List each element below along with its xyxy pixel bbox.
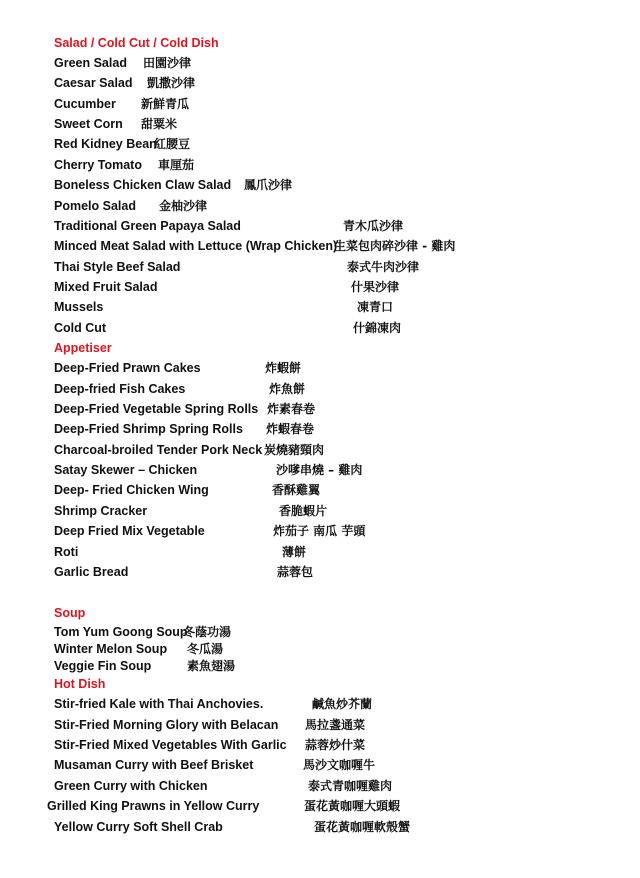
item-name-zh: 炸素春卷	[267, 402, 316, 416]
item-name-en: Roti	[54, 545, 79, 559]
item-name-en: Deep-Fried Prawn Cakes	[54, 361, 201, 375]
menu-item	[0, 297, 640, 317]
item-name-zh: 炸蝦餅	[265, 361, 302, 375]
item-name-en: Grilled King Prawns in Yellow Curry	[47, 799, 260, 813]
item-name-en: Deep-Fried Vegetable Spring Rolls	[54, 402, 259, 416]
item-name-en: Stir-fried Kale with Thai Anchovies.	[54, 697, 264, 711]
item-name-en: Veggie Fin Soup	[54, 659, 152, 673]
item-name-en: Sweet Corn	[54, 117, 123, 131]
menu-item	[0, 735, 640, 755]
menu-item	[0, 196, 640, 216]
item-name-en: Charcoal-broiled Tender Pork Neck	[54, 443, 263, 457]
item-name-en: Tom Yum Goong Soup	[54, 625, 188, 639]
menu-item	[0, 134, 640, 154]
item-name-en: Red Kidney Bean	[54, 137, 157, 151]
item-name-zh: 鹹魚炒芥蘭	[312, 697, 373, 711]
item-name-zh: 鳳爪沙律	[244, 178, 293, 192]
menu-item	[0, 419, 640, 439]
menu-item	[0, 216, 640, 236]
menu-item	[0, 379, 640, 399]
item-name-en: Shrimp Cracker	[54, 504, 148, 518]
menu-item	[0, 73, 640, 93]
menu-item	[0, 521, 640, 541]
item-name-zh: 甜粟米	[141, 117, 178, 131]
item-name-en: Pomelo Salad	[54, 199, 136, 213]
item-name-zh: 炸茄子 南瓜 芋頭	[273, 524, 366, 538]
item-name-zh: 馬拉盞通菜	[305, 718, 366, 732]
item-name-zh: 冬蔭功湯	[183, 625, 232, 639]
menu-item	[0, 715, 640, 735]
item-name-en: Caesar Salad	[54, 76, 133, 90]
menu-item	[0, 155, 640, 175]
menu-item	[0, 694, 640, 714]
menu-item	[0, 175, 640, 195]
item-name-zh: 沙嗲串燒 – 雞肉	[276, 463, 363, 477]
item-name-zh: 什果沙律	[351, 280, 400, 294]
item-name-zh: 金柚沙律	[159, 199, 208, 213]
item-name-zh: 馬沙文咖喱牛	[303, 758, 376, 772]
menu-item	[0, 542, 640, 562]
item-name-zh: 青木瓜沙律	[343, 219, 404, 233]
menu-item	[0, 257, 640, 277]
item-name-en: Minced Meat Salad with Lettuce (Wrap Chicken)	[54, 239, 338, 253]
menu-item	[0, 440, 640, 460]
menu-item	[0, 656, 640, 676]
item-name-zh: 冬瓜湯	[187, 642, 224, 656]
item-name-en: Stir-Fried Mixed Vegetables With Garlic	[54, 738, 287, 752]
section-title-salad: Salad / Cold Cut / Cold Dish	[54, 36, 219, 50]
menu-item	[0, 460, 640, 480]
item-name-zh: 凍青口	[357, 300, 394, 314]
item-name-en: Cold Cut	[54, 321, 107, 335]
menu-item	[0, 480, 640, 500]
menu-item	[0, 776, 640, 796]
item-name-zh: 新鮮青瓜	[141, 97, 190, 111]
section-title-hot-dish: Hot Dish	[54, 677, 106, 691]
item-name-en: Deep-fried Fish Cakes	[54, 382, 186, 396]
item-name-zh: 車厘茄	[158, 158, 195, 172]
item-name-zh: 香酥雞翼	[272, 483, 321, 497]
item-name-zh: 炸蝦春卷	[266, 422, 315, 436]
item-name-en: Winter Melon Soup	[54, 642, 168, 656]
item-name-zh: 香脆蝦片	[279, 504, 328, 518]
item-name-en: Deep- Fried Chicken Wing	[54, 483, 209, 497]
item-name-zh: 泰式牛肉沙律	[347, 260, 420, 274]
item-name-en: Mixed Fruit Salad	[54, 280, 158, 294]
menu-item	[0, 755, 640, 775]
item-name-zh: 蛋花黃咖喱軟殼蟹	[314, 820, 411, 834]
menu-item	[0, 501, 640, 521]
menu-item	[0, 817, 640, 837]
item-name-en: Musaman Curry with Beef Brisket	[54, 758, 254, 772]
menu-item	[0, 399, 640, 419]
item-name-en: Boneless Chicken Claw Salad	[54, 178, 232, 192]
item-name-en: Mussels	[54, 300, 104, 314]
item-name-en: Deep-Fried Shrimp Spring Rolls	[54, 422, 243, 436]
menu-item	[0, 53, 640, 73]
item-name-zh: 生菜包肉碎沙律 - 雞肉	[334, 239, 456, 253]
item-name-en: Deep Fried Mix Vegetable	[54, 524, 205, 538]
menu-item	[0, 796, 640, 816]
item-name-zh: 蛋花黃咖喱大頭蝦	[304, 799, 401, 813]
item-name-en: Green Salad	[54, 56, 127, 70]
menu-item	[0, 94, 640, 114]
item-name-zh: 蒜蓉炒什菜	[305, 738, 366, 752]
item-name-zh: 薄餅	[282, 545, 307, 559]
item-name-en: Yellow Curry Soft Shell Crab	[54, 820, 223, 834]
item-name-en: Stir-Fried Morning Glory with Belacan	[54, 718, 279, 732]
section-title-appetiser: Appetiser	[54, 341, 112, 355]
item-name-zh: 田園沙律	[143, 56, 192, 70]
menu-item	[0, 562, 640, 582]
menu-item	[0, 358, 640, 378]
item-name-zh: 泰式青咖喱雞肉	[308, 779, 393, 793]
item-name-zh: 炭燒豬頸肉	[264, 443, 325, 457]
item-name-en: Cherry Tomato	[54, 158, 142, 172]
item-name-en: Thai Style Beef Salad	[54, 260, 181, 274]
item-name-en: Green Curry with Chicken	[54, 779, 208, 793]
item-name-zh: 紅腰豆	[154, 137, 191, 151]
menu-item	[0, 114, 640, 134]
item-name-zh: 蒜蓉包	[277, 565, 314, 579]
item-name-zh: 炸魚餅	[269, 382, 306, 396]
section-title-soup: Soup	[54, 606, 86, 620]
item-name-zh: 素魚翅湯	[187, 659, 236, 673]
item-name-en: Cucumber	[54, 97, 116, 111]
menu-item	[0, 236, 640, 256]
item-name-zh: 什錦凍肉	[353, 321, 402, 335]
menu-item	[0, 277, 640, 297]
item-name-en: Satay Skewer – Chicken	[54, 463, 198, 477]
item-name-zh: 凱撒沙律	[147, 76, 196, 90]
menu-item	[0, 318, 640, 338]
item-name-en: Garlic Bread	[54, 565, 129, 579]
item-name-en: Traditional Green Papaya Salad	[54, 219, 241, 233]
